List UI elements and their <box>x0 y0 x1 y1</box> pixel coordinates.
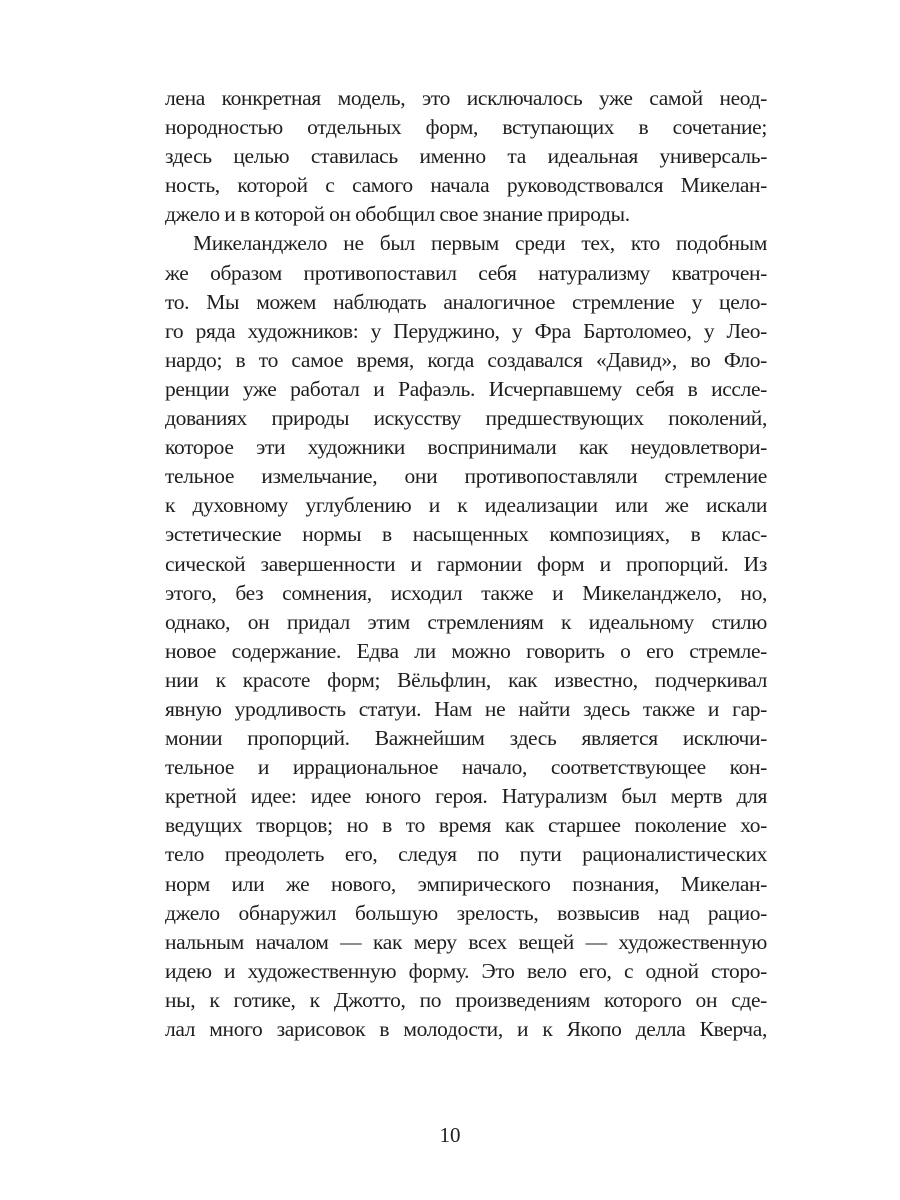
text-line: ны, к готике, к Джотто, по произведениям которого он сде- <box>165 987 767 1012</box>
text-line: нородностью отдельных форм, вступающих в сочетание; <box>165 115 767 140</box>
body-text <box>165 84 767 1044</box>
text-line: тельное измельчание, они противопоставляли стремление <box>165 464 767 489</box>
text-line: тельное и иррациональное начало, соответствующее кон- <box>165 755 767 780</box>
text-line: нии к красоте форм; Вёльфлин, как известно, подчеркивал <box>165 667 767 692</box>
page-number: 10 <box>439 1123 461 1147</box>
text-line: го ряда художников: у Перуджино, у Фра Бартоломео, у Лео- <box>165 318 767 343</box>
text-line: однако, он придал этим стремлениям к идеальному стилю <box>165 609 767 634</box>
text-line: нальным началом — как меру всех вещей — художественную <box>165 929 767 954</box>
text-line: ведущих творцов; но в то время как старшее поколение хо- <box>165 813 767 838</box>
text-line: джело обнаружил большую зрелость, возвысив над рацио- <box>165 900 767 925</box>
text-line: дованиях природы искусству предшествующих поколений, <box>165 406 767 431</box>
text-line: то. Мы можем наблюдать аналогичное стремление у цело- <box>165 289 767 314</box>
text-line: кретной идее: идее юного героя. Натурализм был мертв для <box>165 784 767 809</box>
text-line: тело преодолеть его, следуя по пути рационалистических <box>165 842 767 867</box>
text-line: ность, которой с самого начала руководствовался Микелан- <box>165 173 767 198</box>
text-line: лена конкретная модель, это исключалось уже самой неод- <box>165 86 767 110</box>
text-line: эстетические нормы в насыщенных композициях, в клас- <box>165 522 767 547</box>
text-line: которое эти художники воспринимали как неудовлетвори- <box>165 435 767 460</box>
text-line: нардо; в то самое время, когда создавался «Давид», во Фло- <box>165 347 767 372</box>
text-line: к духовному углублению и к идеализации или же искали <box>165 493 767 518</box>
text-line: лал много зарисовок в молодости, и к Якопо делла Кверча, <box>165 1017 767 1041</box>
text-line: монии пропорций. Важнейшим здесь является исключи- <box>165 726 767 751</box>
text-line: идею и художественную форму. Это вело его, с одной сторо- <box>165 958 767 983</box>
text-line: ренции уже работал и Рафаэль. Исчерпавшему себя в иссле- <box>165 376 767 401</box>
text-line: явную уродливость статуи. Нам не найти здесь также и гар- <box>165 696 767 721</box>
text-line: Микеланджело не был первым среди тех, кто подобным <box>193 231 767 256</box>
text-line: норм или же нового, эмпирического познания, Микелан- <box>165 871 767 896</box>
text-line: новое содержание. Едва ли можно говорить о его стремле- <box>165 638 767 663</box>
text-line: этого, без сомнения, исходил также и Микеланджело, но, <box>165 580 767 605</box>
text-line: же образом противопоставил себя натурализму кватрочен- <box>165 260 767 285</box>
text-line: сической завершенности и гармонии форм и пропорций. Из <box>165 551 767 576</box>
text-line: джело и в которой он обобщил свое знание природы. <box>165 202 630 227</box>
text-line: здесь целью ставилась именно та идеальная универсаль- <box>165 144 767 169</box>
